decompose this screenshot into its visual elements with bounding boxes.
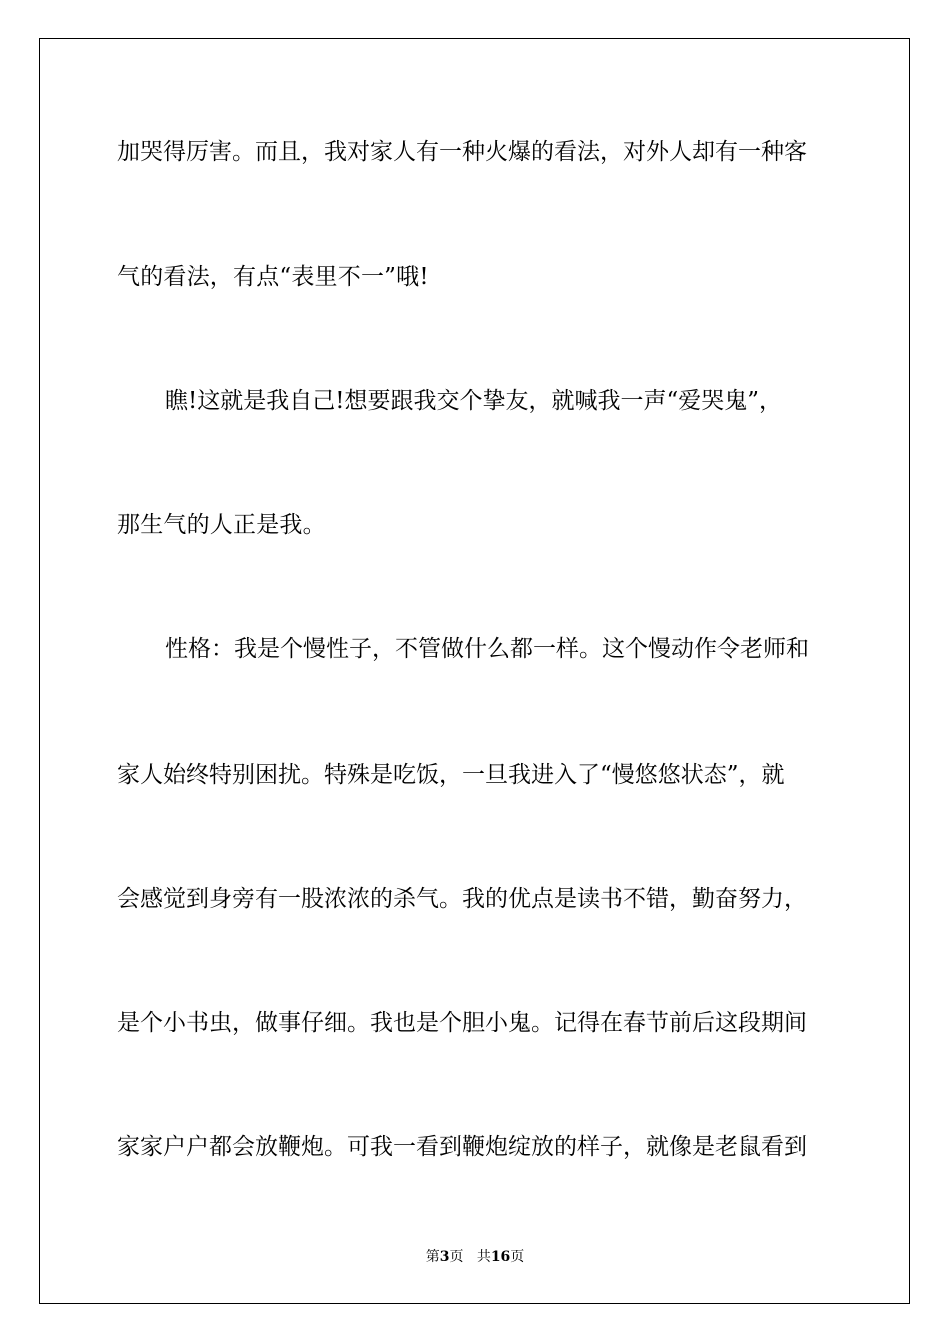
paragraph-start-line: 性格：我是个慢性子，不管做什么都一样。这个慢动作令老师和 xyxy=(165,636,809,662)
text-line: 加哭得厉害。而且，我对家人有一种火爆的看法，对外人却有一种客 xyxy=(117,139,807,165)
page-prefix: 第 xyxy=(425,1249,440,1265)
text-line: 那生气的人正是我。 xyxy=(117,512,326,538)
text-line: 是个小书虫，做事仔细。我也是个胆小鬼。记得在春节前后这段期间 xyxy=(117,1010,807,1036)
text-line: 气的看法，有点“表里不一”哦! xyxy=(117,264,429,290)
page-suffix: 页 xyxy=(449,1249,464,1265)
text-line: 会感觉到身旁有一股浓浓的杀气。我的优点是读书不错，勤奋努力， xyxy=(117,886,807,912)
text-line: 家人始终特别困扰。特殊是吃饭，一旦我进入了“慢悠悠状态”，就 xyxy=(117,762,785,788)
page-footer xyxy=(0,1248,950,1266)
paragraph-start-line: 瞧!这就是我自己!想要跟我交个挚友，就喊我一声“爱哭鬼”， xyxy=(165,388,783,414)
current-page-number: 3 xyxy=(439,1249,450,1265)
total-pages-number: 16 xyxy=(490,1249,511,1265)
page-frame xyxy=(39,38,910,1304)
total-prefix: 共 xyxy=(476,1249,491,1265)
text-line: 家家户户都会放鞭炮。可我一看到鞭炮绽放的样子，就像是老鼠看到 xyxy=(117,1134,807,1160)
total-suffix: 页 xyxy=(510,1249,525,1265)
